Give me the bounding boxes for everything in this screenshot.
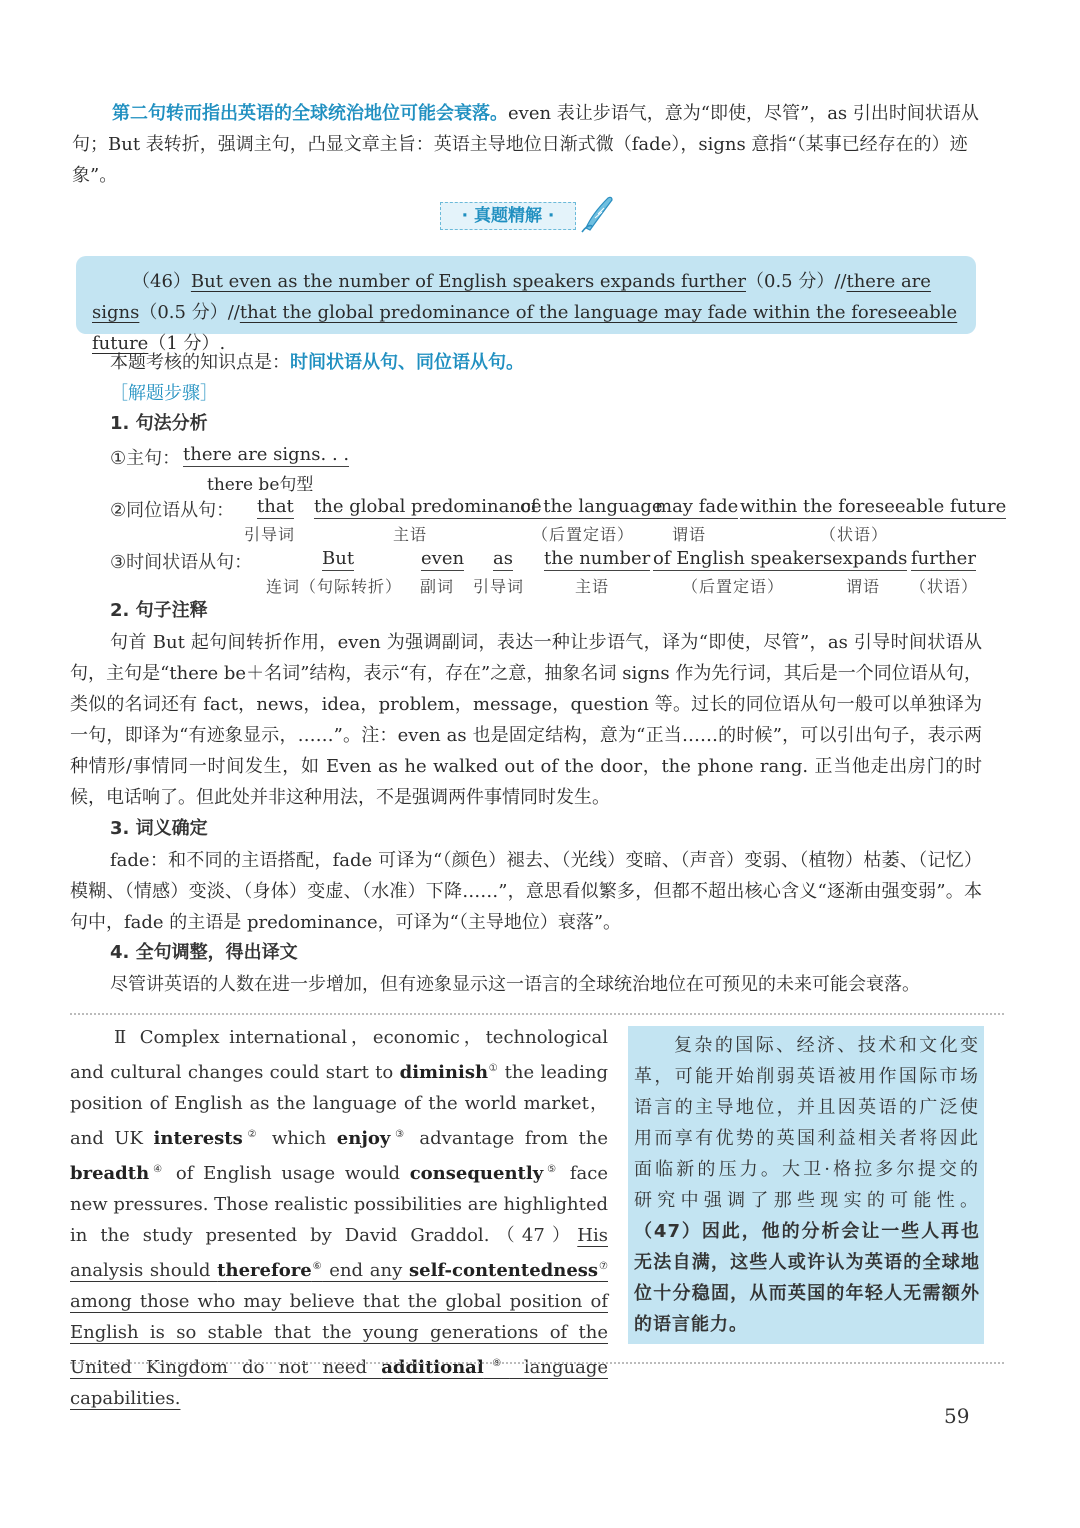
appositive-part: of the language — [520, 496, 663, 517]
main-clause-note: there be句型 — [207, 475, 314, 495]
note-marker: ② — [242, 1129, 262, 1140]
underlined-sentence — [70, 1225, 608, 1409]
question-text — [92, 266, 970, 359]
appositive-clause-label: ②同位语从句： — [110, 500, 235, 521]
grammar-role: （状语） — [820, 525, 889, 544]
grammar-role: 主语 — [575, 577, 610, 596]
keyword: enjoy — [336, 1128, 391, 1149]
note-marker: ⑥ — [311, 1261, 323, 1272]
question-segment-2: there are signs — [92, 271, 931, 323]
knowledge-prefix: 本题考核的知识点是： — [110, 352, 290, 373]
translation-text — [634, 1030, 980, 1340]
question-segment-3: that the global predominance of the language may fade within the foreseeable future — [92, 302, 958, 354]
english-passage — [70, 1022, 608, 1414]
grammar-role: 引导词 — [473, 577, 525, 596]
appositive-part: that — [257, 496, 294, 517]
appositive-part: may fade — [655, 496, 739, 517]
time-clause-part: as — [493, 548, 513, 569]
section-tag: · 真题精解 · — [440, 202, 576, 230]
time-clause-part: further — [911, 548, 976, 569]
time-clause-part: But — [322, 548, 355, 569]
keyword: therefore — [217, 1260, 312, 1281]
time-clause-part: of English speakers — [653, 548, 833, 569]
page-number: 59 — [944, 1404, 970, 1428]
grammar-role: （后置定语） — [532, 525, 635, 544]
grammar-role: 连词（句际转折） — [266, 577, 403, 596]
step1-heading: 1. 句法分析 — [110, 413, 208, 434]
keyword: consequently — [409, 1163, 544, 1184]
step3-heading: 3. 词义确定 — [110, 818, 208, 839]
keyword: interests — [153, 1128, 243, 1149]
grammar-role: 主语 — [393, 525, 428, 544]
time-clause-part: expands — [832, 548, 908, 569]
keyword: breadth — [70, 1163, 150, 1184]
intro-text: even 表让步语气，意为“即使，尽管”，as 引出时间状语从句；But 表转折，强调主句，凸显文章主旨：英语主导地位日渐式微（fade），signs 意指“（某事已经存在的）迹象”。 — [72, 103, 979, 186]
note-marker: ⑤ — [543, 1164, 561, 1175]
keyword: self-contentedness — [408, 1260, 599, 1281]
passage-text: which — [261, 1128, 337, 1149]
grammar-role: 副词 — [420, 577, 455, 596]
time-clause-part: the number — [544, 548, 651, 569]
main-clause-label: ①主句： — [110, 448, 181, 469]
grammar-role: 引导词 — [244, 525, 296, 544]
passage-text: language capabilities. — [70, 1357, 609, 1409]
note-marker: ① — [488, 1063, 499, 1074]
question-mark-3: （1 分）. — [148, 333, 226, 354]
knowledge-points — [110, 348, 524, 378]
question-mark-1: （0.5 分）// — [746, 271, 847, 292]
step3-paragraph: fade：和不同的主语搭配，fade 可译为“（颜色）褪去、（光线）变暗、（声音）变弱、（植物）枯萎、（记忆）模糊、（情感）变淡、（身体）变虚、（水准）下降……”，意思看似繁多，但都不超出核心含义“逐渐由强变弱”。本句中，fade 的主语是 predominance，可译为“（主导地位）衰落”。 — [70, 850, 982, 933]
appositive-part: within the foreseeable future — [740, 496, 1007, 517]
passage-text: among those who may believe that the global position of English is so stable that the young generations of the United Kingdom do not need — [70, 1291, 608, 1378]
passage-text: face new pressures. Those realistic possibilities are highlighted in the study presented by David Graddol.（47） — [70, 1163, 608, 1246]
passage-text: of English usage would — [166, 1163, 410, 1184]
note-marker: ⑧ — [483, 1358, 510, 1369]
intro-paragraph — [72, 98, 984, 191]
keyword: diminish — [399, 1062, 489, 1083]
main-clause-text: there are signs. . . — [183, 444, 350, 465]
grammar-role: 谓语 — [846, 577, 881, 596]
intro-lead: 第二句转而指出英语的全球统治地位可能会衰落。 — [112, 103, 508, 124]
grammar-role: （状语） — [910, 577, 979, 596]
appositive-part: the global predominance — [314, 496, 542, 517]
note-marker: ③ — [390, 1129, 409, 1140]
dotted-divider-bottom — [70, 1362, 1004, 1364]
passage-text: advantage from the — [408, 1128, 609, 1149]
grammar-role: 谓语 — [672, 525, 707, 544]
time-clause-part: even — [421, 548, 465, 569]
time-clause-label: ③时间状语从句： — [110, 552, 253, 573]
passage-text: end any — [322, 1260, 409, 1281]
question-mark-2: （0.5 分）// — [139, 302, 240, 323]
pen-icon — [578, 194, 616, 234]
note-marker: ⑦ — [598, 1261, 608, 1272]
passage-text: Complex international，economic，technological and cultural changes could start to — [70, 1027, 609, 1083]
passage-text: the leading position of English as the language of the world market，and UK — [70, 1062, 608, 1149]
step2-heading: 2. 句子注释 — [110, 600, 208, 621]
steps-heading: ［解题步骤］ — [110, 383, 218, 404]
knowledge-highlight: 时间状语从句、同位语从句。 — [290, 352, 524, 373]
grammar-role: （后置定语） — [682, 577, 785, 596]
translation-highlight: （47）因此，他的分析会让一些人再也无法自满，这些人或许认为英语的全球地位十分稳固，从而英国的年轻人无需额外的语言能力。 — [634, 1221, 980, 1335]
step4-heading: 4. 全句调整，得出译文 — [110, 942, 298, 963]
question-segment-1: But even as the number of English speakers expands further — [190, 271, 746, 292]
note-marker: ④ — [149, 1164, 167, 1175]
step2-paragraph: 句首 But 起句间转折作用，even 为强调副词，表达一种让步语气，译为“即使，尽管”，as 引导时间状语从句，主句是“there be＋名词”结构，表示“有，存在”之意，抽象名词 signs 作为先行词，其后是一个同位语从句，类似的名词还有 fact，news，idea，problem，message，question 等。过长的同位语从句一般可以单独译为一句，即译为“有迹象显示，……”。注：even as 也是固定结构，意为“正当……的时候”，可以引出句子，表示两种情形/事情同一时间发生，如 Even as he walked out of the door，the phone rang. 正当他走出房门的时候，电话响了。但此处并非这种用法，不是强调两件事情同时发生。 — [70, 632, 982, 808]
keyword: additional — [381, 1357, 484, 1378]
passage-text: His analysis should — [70, 1225, 608, 1281]
passage-roman-numeral: Ⅱ — [114, 1027, 131, 1048]
dotted-divider — [70, 1013, 1004, 1015]
step4-paragraph: 尽管讲英语的人数在进一步增加，但有迹象显示这一语言的全球统治地位在可预见的未来可能会衰落。 — [110, 974, 920, 995]
question-number: （46） — [132, 271, 191, 292]
translation-body: 复杂的国际、经济、技术和文化变革，可能开始削弱英语被用作国际市场语言的主导地位，并且因英语的广泛使用而享有优势的英国利益相关者将因此面临新的压力。大卫·格拉多尔提交的研究中强调了那些现实的可能性。 — [634, 1035, 980, 1211]
